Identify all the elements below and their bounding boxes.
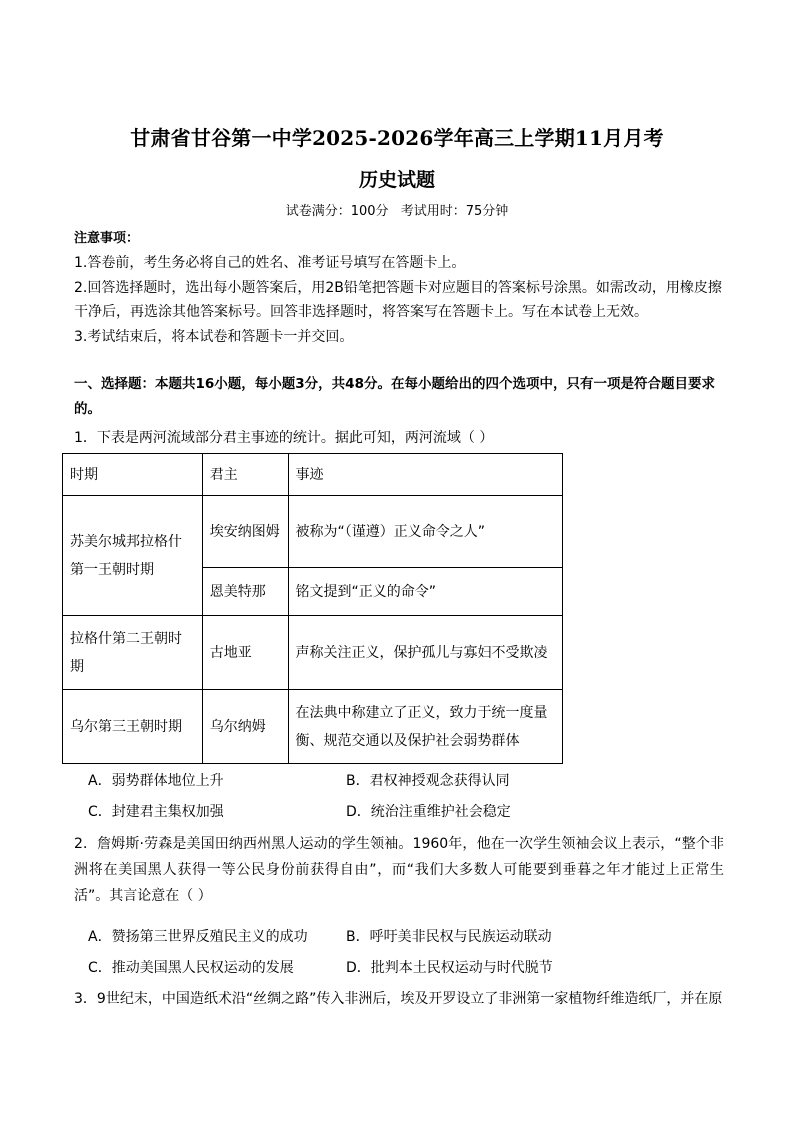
question-2-stem: 2．詹姆斯·劳森是美国田纳西州黑人运动的学生领袖。1960年，他在一次学生领袖会议上表示，“整个非洲将在美国黑人获得一等公民身份前获得自由”，而“我们大多数人可能要到垂暮之年才能过上正常生活”。其言论意在（ ） [74,836,724,904]
deed-cell: 铭文提到“正义的命令” [288,568,562,616]
ruler-cell: 乌尔纳姆 [202,690,288,764]
option-a: A．赞扬第三世界反殖民主义的成功 [88,929,308,945]
ruler-cell: 埃安纳图姆 [202,496,288,568]
question-1-table [62,453,563,764]
full-score: 试卷满分：100分 [285,204,389,219]
table-header-ruler: 君主 [202,454,288,496]
table-row [63,690,563,764]
question-3-stem: 3．9世纪末，中国造纸术沿“丝绸之路”传入非洲后，埃及开罗设立了非洲第一家植物纤维造纸厂，并在原 [74,991,723,1007]
period-cell: 拉格什第二王朝时期 [63,616,203,690]
question-1-options-row-1 [88,766,604,796]
ruler-cell: 恩美特那 [202,568,288,616]
notice-heading: 注意事项： [74,231,140,246]
option-d: D．统治注重维护社会稳定 [346,804,511,820]
question-1-stem: 1．下表是两河流域部分君主事迹的统计。据此可知，两河流域（ ） [74,430,494,446]
question-1-options-row-2 [88,797,604,827]
deed-cell: 声称关注正义，保护孤儿与寡妇不受欺凌 [288,616,562,690]
period-cell: 乌尔第三王朝时期 [63,690,203,764]
question-2-options-row-2 [88,953,604,983]
ruler-cell: 古地亚 [202,616,288,690]
option-c: C．封建君主集权加强 [88,804,224,820]
deed-cell: 被称为“（谨遵）正义命令之人” [288,496,562,568]
option-b: B．君权神授观念获得认同 [346,773,510,789]
table-header-period: 时期 [63,454,203,496]
deed-cell: 在法典中称建立了正义，致力于统一度量衡、规范交通以及保护社会弱势群体 [288,690,562,764]
notice-item-2: 2.回答选择题时，选出每小题答案后，用2B铅笔把答题卡对应题目的答案标号涂黑。如需改动，用橡皮擦干净后，再选涂其他答案标号。回答非选择题时，将答案写在答题卡上。写在本试卷上无效。 [74,280,722,320]
exam-title: 甘肃省甘谷第一中学2025-2026学年高三上学期11月月考 [130,126,664,150]
notice-item-1: 1.答卷前，考生务必将自己的姓名、准考证号填写在答题卡上。 [74,255,466,271]
table-row [63,616,563,690]
section-heading: 一、选择题：本题共16小题，每小题3分，共48分。在每小题给出的四个选项中，只有一项是符合题目要求的。 [74,376,715,417]
option-c: C．推动美国黑人民权运动的发展 [88,960,294,976]
option-d: D．批判本土民权运动与时代脱节 [346,960,553,976]
question-2-options-row-1 [88,922,604,952]
exam-subtitle: 历史试题 [358,169,435,191]
table-header-deeds: 事迹 [288,454,562,496]
option-b: B．呼吁美非民权与民族运动联动 [346,929,552,945]
exam-meta [0,201,794,223]
exam-time: 考试用时：75分钟 [400,204,509,219]
option-a: A．弱势群体地位上升 [88,773,224,789]
notice-item-3: 3.考试结束后，将本试卷和答题卡一并交回。 [74,329,354,345]
table-header-row [63,454,563,496]
period-cell: 苏美尔城邦拉格什第一王朝时期 [63,496,203,616]
table-row [63,496,563,568]
